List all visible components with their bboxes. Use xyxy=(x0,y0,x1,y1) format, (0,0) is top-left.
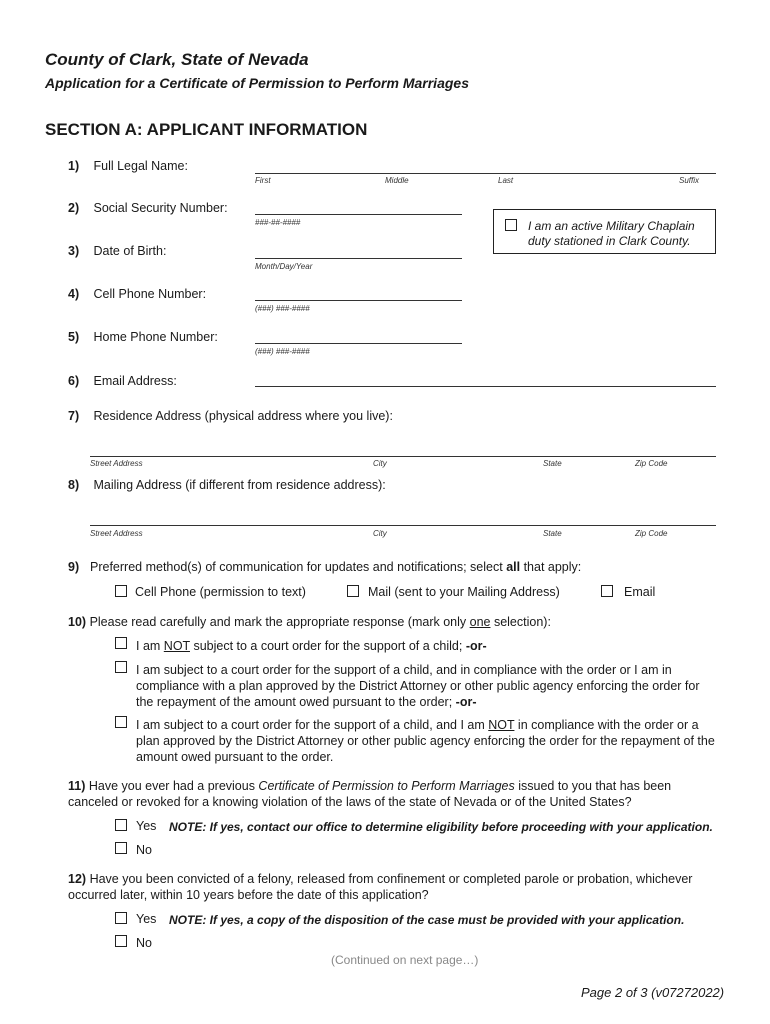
mail-zip-sublabel: Zip Code xyxy=(635,529,668,538)
ssn-field[interactable] xyxy=(255,214,462,215)
q5-label: 5) Home Phone Number: xyxy=(68,330,218,344)
mail-street-sublabel: Street Address xyxy=(90,529,143,538)
cell-phone-format: (###) ###-#### xyxy=(255,304,310,313)
q1-label: 1) Full Legal Name: xyxy=(68,159,188,173)
in-compliance-option-label: I am subject to a court order for the support of a child, and in compliance with the order or I am in compliance with a plan approved by the District Attorney or other public agency enforcing the order for the repayment of the amount owed pursuant to the order; -or- xyxy=(136,663,700,709)
email-checkbox[interactable] xyxy=(601,585,613,597)
county-title: County of Clark, State of Nevada xyxy=(45,50,309,69)
in-compliance-checkbox[interactable] xyxy=(115,661,127,673)
continued-note: (Continued on next page…) xyxy=(331,953,479,967)
dob-field[interactable] xyxy=(255,258,462,259)
ssn-format: ###-##-#### xyxy=(255,218,301,227)
q7-label: 7) Residence Address (physical address where you live): xyxy=(68,409,393,423)
q11-no-checkbox[interactable] xyxy=(115,842,127,854)
q11-label: 11) Have you ever had a previous Certificate of Permission to Perform Marriages issued to you that has been canceled or revoked for a knowing violation of the laws of the state of Nevada or of the United States? xyxy=(68,779,672,809)
q8-label: 8) Mailing Address (if different from residence address): xyxy=(68,478,386,492)
middle-sublabel: Middle xyxy=(385,176,409,185)
not-subject-checkbox[interactable] xyxy=(115,637,127,649)
cell-phone-checkbox[interactable] xyxy=(115,585,127,597)
mail-city-sublabel: City xyxy=(373,529,387,538)
not-in-compliance-option-label: I am subject to a court order for the support of a child, and I am NOT in compliance with the order or a plan approved by the District Attorney or other public agency enforcing the order for the repayment of the amount owed pursuant to the order. xyxy=(136,718,715,764)
mail-checkbox[interactable] xyxy=(347,585,359,597)
not-in-compliance-checkbox[interactable] xyxy=(115,716,127,728)
home-phone-format: (###) ###-#### xyxy=(255,347,310,356)
email-field[interactable] xyxy=(255,386,716,387)
cell-phone-option-label: Cell Phone (permission to text) xyxy=(135,585,306,599)
res-state-sublabel: State xyxy=(543,459,562,468)
mail-option-label: Mail (sent to your Mailing Address) xyxy=(368,585,560,599)
last-sublabel: Last xyxy=(498,176,514,185)
q2-label: 2) Social Security Number: xyxy=(68,201,228,215)
chaplain-checkbox[interactable] xyxy=(505,219,517,231)
mail-state-sublabel: State xyxy=(543,529,562,538)
q12-note: NOTE: If yes, a copy of the disposition of the case must be provided with your application. xyxy=(169,913,685,927)
q3-label: 3) Date of Birth: xyxy=(68,244,167,258)
q11-yes-checkbox[interactable] xyxy=(115,819,127,831)
q11-yes-label: Yes xyxy=(136,819,157,833)
form-title: Application for a Certificate of Permission to Perform Marriages xyxy=(45,75,469,91)
res-city-sublabel: City xyxy=(373,459,387,468)
q12-yes-label: Yes xyxy=(136,912,157,926)
q12-no-checkbox[interactable] xyxy=(115,935,127,947)
q6-label: 6) Email Address: xyxy=(68,374,177,388)
section-a-heading: SECTION A: APPLICANT INFORMATION xyxy=(45,120,368,139)
home-phone-field[interactable] xyxy=(255,343,462,344)
mailing-address-field[interactable] xyxy=(90,525,716,526)
q11-no-label: No xyxy=(136,843,152,857)
q4-label: 4) Cell Phone Number: xyxy=(68,287,207,301)
email-option-label: Email xyxy=(624,585,656,599)
q12-label: 12) Have you been convicted of a felony, released from confinement or completed parole or probation, whichever occurred later, within 10 years before the date of this application? xyxy=(68,872,693,902)
q9-label: 9) Preferred method(s) of communication for updates and notifications; select all that apply: xyxy=(68,560,582,574)
q11-note: NOTE: If yes, contact our office to determine eligibility before proceeding with your application. xyxy=(169,820,713,834)
not-subject-option-label: I am NOT subject to a court order for the support of a child; -or- xyxy=(136,639,487,653)
q12-no-label: No xyxy=(136,936,152,950)
residence-address-field[interactable] xyxy=(90,456,716,457)
first-sublabel: First xyxy=(255,176,271,185)
dob-format: Month/Day/Year xyxy=(255,262,313,271)
suffix-sublabel: Suffix xyxy=(679,176,700,185)
chaplain-label: I am an active Military Chaplain duty stationed in Clark County. xyxy=(528,219,695,248)
cell-phone-field[interactable] xyxy=(255,300,462,301)
q10-label: 10) Please read carefully and mark the appropriate response (mark only one selection): xyxy=(68,615,551,629)
q12-yes-checkbox[interactable] xyxy=(115,912,127,924)
page-footer: Page 2 of 3 (v07272022) xyxy=(581,985,725,1000)
full-name-field[interactable] xyxy=(255,173,716,174)
res-street-sublabel: Street Address xyxy=(90,459,143,468)
res-zip-sublabel: Zip Code xyxy=(635,459,668,468)
